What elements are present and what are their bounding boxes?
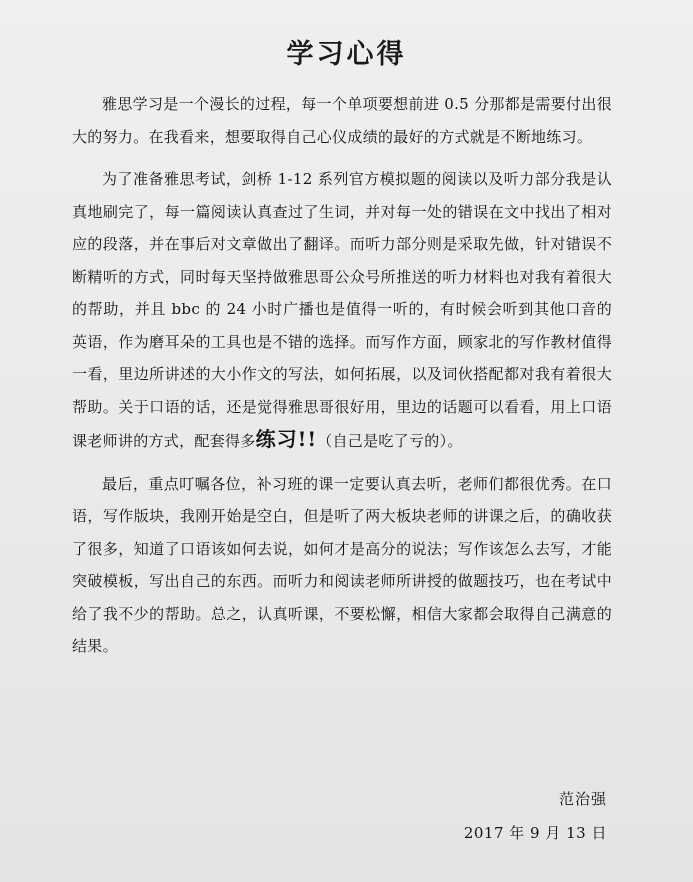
document-date: 2017 年 9 月 13 日	[463, 824, 607, 842]
paragraph-preparation-text: 为了准备雅思考试，剑桥 1-12 系列官方模拟题的阅读以及听力部分我是认真地刷完了，每一篇阅读认真查过了生词，并对每一处的错误在文中找出了相对应的段落，并在事后对文章做出了翻译。而听力部分则是采取先做，针对错误不断精听的方式，同时每天坚持做雅思哥公众号所推送的听力材料也对我有着很大的帮助，并且 bbc 的 24 小时广播也是值得一听的，有时候会听到其他口音的英语，作为磨耳朵的工具也是不错的选择。而写作方面，顾家北的写作教材值得一看，里边所讲述的大小作文的写法，如何拓展，以及词伙搭配都对我有着很大帮助。关于口语的话，还是觉得雅思哥很好用，里边的话题可以看看，用上口语课老师讲的方式，配套得多	[72, 170, 612, 450]
paragraph-preparation-tail: （自己是吃了亏的）。	[317, 432, 463, 450]
document-body	[72, 88, 612, 673]
document-title: 学习心得	[286, 39, 407, 70]
paragraph-conclusion	[72, 468, 612, 663]
paragraph-intro	[72, 88, 612, 153]
paragraph-intro-text: 雅思学习是一个漫长的过程，每一个单项要想前进 0.5 分那都是需要付出很大的努力。在我看来，想要取得自己心仪成绩的最好的方式就是不断地练习。	[72, 95, 612, 146]
practice-emphasis: 练习!!	[255, 427, 318, 451]
paragraph-conclusion-text: 最后，重点叮嘱各位，补习班的课一定要认真去听，老师们都很优秀。在口语，写作版块，我刚开始是空白，但是听了两大板块老师的讲课之后，的确收获了很多，知道了口语该如何去说，如何才是高分的说法；写作该怎么去写，才能突破模板，写出自己的东西。而听力和阅读老师所讲授的做题技巧，也在考试中给了我不少的帮助。总之，认真听课，不要松懈，相信大家都会取得自己满意的结果。	[72, 474, 612, 655]
author-signature: 范治强	[558, 790, 607, 808]
paragraph-preparation	[72, 163, 612, 458]
